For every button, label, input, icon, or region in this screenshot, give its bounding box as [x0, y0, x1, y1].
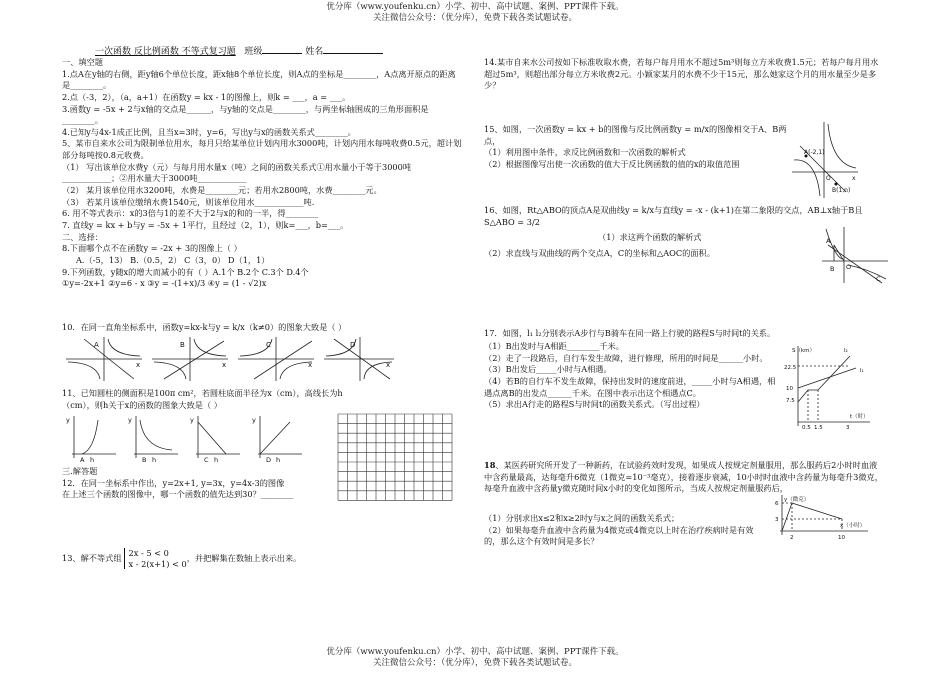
q17-l1-label: l₁: [860, 368, 864, 374]
svg-text:22.5: 22.5: [784, 365, 797, 371]
name-blank[interactable]: [323, 44, 383, 54]
q11-label-b: B: [142, 456, 147, 464]
section-choice: 二、选择：: [62, 231, 103, 242]
q18-y-label: y（微克）: [784, 497, 810, 503]
question-8: 8.下面哪个点不在函数y = -2x + 3的图像上（ ）: [62, 243, 242, 254]
q11-label-a: A: [80, 456, 85, 464]
page-footer: [0, 647, 950, 670]
svg-text:3: 3: [846, 425, 850, 431]
q10-d-x-label: x: [386, 361, 391, 369]
svg-text:6: 6: [775, 501, 779, 507]
q11-label-d: D: [266, 456, 272, 464]
header-line-2: 关注微信公众号：（优分库），免费下载各类试题试卷。: [372, 13, 577, 24]
left-part-3: [62, 466, 332, 501]
q10-b-x-label: x: [222, 361, 227, 369]
question-16-1: （1）求这两个函数的解析式: [598, 232, 702, 242]
q10-label-a: A: [94, 341, 99, 349]
q18-curve: [782, 503, 842, 531]
q15-label-a: A(-2,1): [804, 149, 825, 156]
question-18-1: （1）分别求出x≤2和x≥2时y与x之间的函数关系式；: [484, 513, 680, 523]
q15-hyperbola-1: [794, 160, 820, 196]
question-17: 17．如图，l₁ l₂分别表示A步行与B骑车在同一路上行驶的路程S与时间t的关系。: [484, 328, 776, 338]
q18-number: 18: [484, 460, 496, 470]
question-17-1: （1）B出发时与A相距________千米。: [484, 341, 624, 351]
question-7: 7. 直线y = kx + b与y = -5x + 1平行，且经过（2，1），则k=___，b=___。: [62, 219, 349, 230]
question-5-1: （1） 写出该单位水费y（元）与每月用水量x（吨）之间的函数关系式①用水量小于等于3000吨____________；②用水量大于3000吨____________: [62, 161, 412, 184]
q18-figure: [770, 493, 870, 541]
question-15: 15、如图，一次函数y = kx + b的图像与反比例函数y = m/x的图像相交于A、B两点，: [484, 124, 787, 146]
question-15-block: [484, 124, 789, 171]
question-15-2: （2）根据图像写出使一次函数的值大于反比例函数的值的x的取值范围: [484, 158, 740, 169]
question-8-options: A.（-5，13） B.（0.5，2） C（3，0） D（1，1）: [76, 254, 270, 265]
q17-l2-label: l₂: [844, 348, 848, 354]
question-17-2: （2）走了一段路后，自行车发生故障，进行修理，所用的时间是______小时。: [484, 352, 768, 363]
question-17-3: （3）B出发后_____小时与A相遇。: [484, 364, 612, 375]
q13-text-b: ，并把解集在数轴上表示出来。: [186, 552, 302, 563]
q10-label-d: D: [350, 341, 356, 349]
svg-text:2: 2: [790, 535, 794, 541]
svg-text:1.5: 1.5: [814, 425, 823, 431]
q18-x-label: x（小时）: [840, 523, 866, 529]
q16-figure: [820, 225, 890, 285]
svg-text:3: 3: [775, 517, 779, 523]
q10-b-hyperbola-1: [194, 339, 226, 356]
question-13: [62, 548, 462, 569]
question-5-3: （3） 若某月该单位缴纳水费1540元，则该单位用水____________吨.: [62, 196, 315, 207]
svg-text:O: O: [846, 263, 852, 271]
q18-text: 、某医药研究所开发了一种新药，在试验药效时发现，如果成人按规定剂量服用，那么服药后2小时时血液中含药量最高，达每毫升6微克（1微克=10⁻³毫克），接着逐步衰减，10小时时血液中含药量为每毫升3微克，每毫升血液中含药量y微克随时间x小时的变化如图所示，当成人按规定剂量服药后，: [484, 460, 883, 494]
q10-label-b: B: [180, 341, 185, 349]
section-answer: 三.解答题: [62, 466, 98, 476]
question-4: 4.已知y与4x-1成正比例，且当x=3时，y=6，写出y与x的函数关系式________。: [62, 126, 356, 137]
question-12: 12．在同一坐标系中作出，y=2x+1, y=3x，y=4x-3的图像: [62, 477, 285, 488]
page-header: [0, 2, 950, 25]
q17-s-label: S（km）: [792, 348, 816, 354]
question-6: 6. 用不等式表示：x的3倍与1的差不大于2与x的和的一半，得________: [62, 208, 319, 219]
question-5: 5、某市自来水公司为限制单位用水，每月只给某单位计划内用水3000吨，计划内用水每吨收费0.5元，超计划部分每吨按0.8元收费。: [62, 138, 462, 161]
q17-figure: [784, 342, 874, 432]
q10-a-x-label: x: [136, 361, 141, 369]
q15-label-b: B(1,n): [832, 187, 851, 194]
svg-text:h: h: [90, 456, 95, 464]
q10-label-c: C: [266, 341, 271, 349]
svg-text:O: O: [826, 175, 831, 182]
q10-b-hyperbola-2: [154, 362, 186, 379]
question-18-block: [484, 513, 764, 548]
q13-ineq-2: x - 2(x+1) < 0: [128, 558, 187, 569]
section-fill: 一、填空题: [62, 57, 103, 67]
svg-text:10: 10: [786, 386, 793, 392]
svg-text:10: 10: [838, 535, 845, 541]
left-part-1: [62, 57, 462, 290]
question-16: 16、如图，Rt△ABO的顶点A是双曲线y = k/x与直线y = -x - (k+1)在第二象限的交点，AB⊥x轴于B且S△ABO = 3/2: [484, 205, 863, 227]
question-17-block: [484, 341, 780, 411]
q10-c-x-label: x: [308, 361, 313, 369]
q11-label-c: C: [204, 456, 209, 464]
q11-c-line: [198, 422, 226, 454]
q13-ineq-1: 2x - 5 < 0: [128, 548, 169, 558]
footer-line-2: 关注微信公众号：（优分库），免费下载各类试题试卷。: [372, 658, 577, 669]
svg-text:x: x: [852, 175, 856, 182]
question-12b: 在上述三个函数的图像中，哪一个函数的值先达到30？________: [62, 489, 294, 500]
header-line-1: 优分库（www.youfenku.cn）小学、初中、高中试题、案例、PPT课件下载。: [326, 2, 624, 12]
q17-line-a: [798, 368, 856, 388]
question-2: 2.点（-3，2），（a，a+1）在函数y = kx - 1的图像上，则k = ___，a = ___。: [62, 91, 351, 102]
question-17-5: （5）求出A行走的路程S与时间t的函数关系式。（写出过程）: [484, 399, 705, 410]
svg-text:h: h: [152, 456, 157, 464]
q16-line: [828, 245, 882, 283]
q17-t-label: t（时）: [850, 414, 869, 420]
question-14: 14.某市自来水公司按如下标准收取水费，若每户每月用水不超过5m³则每立方米收费1.5元；若每户每月用水超过5m³，则超出部分每立方米收费2元。小颖家某月的水费不少于15元，那么她家这个月的用水量至少是多少？: [484, 57, 879, 91]
q16-label-a: A: [826, 237, 831, 245]
q11-a-curve: [82, 420, 98, 454]
svg-text:y: y: [66, 416, 70, 424]
q13-text-a: 13、解不等式组: [62, 552, 122, 563]
svg-text:0.5: 0.5: [802, 425, 811, 431]
title-main: 一次函数 反比例函数 不等式复习题: [95, 47, 236, 57]
question-15-1: （1）利用图中条件，求反比例函数和一次函数的解析式: [484, 147, 686, 158]
q10-graphs: [64, 335, 394, 383]
svg-text:y: y: [252, 416, 256, 424]
name-label: 姓名: [305, 47, 324, 57]
svg-text:h: h: [276, 456, 281, 464]
q10-a-hyperbola-1: [108, 339, 140, 356]
question-18: [484, 460, 884, 495]
question-17-4: （4）若B的自行车不发生故障，保持出发时的速度前进，_____小时与A相遇，相遇点离B的出发点______千米。在图中表示出这个相遇点C。: [484, 375, 776, 398]
q10-c-line: [254, 341, 312, 379]
q12-grid[interactable]: [336, 412, 454, 502]
q11-d-line: [260, 422, 290, 454]
question-1: 1.点A在y轴的右侧，距y轴6个单位长度，距x轴8个单位长度，则A点的坐标是________，A点离开原点的距离是________。: [62, 68, 456, 91]
question-3: 3.函数y = -5x + 2与x轴的交点是______，与y轴的交点是________，与两坐标轴围成的三角形面积是________。: [62, 103, 429, 126]
question-9: 9.下列函数，y随x的增大而减小的有（ ）A.1个 B.2个 C.3个 D.4个: [62, 266, 309, 277]
q10-a-hyperbola-2: [68, 362, 100, 379]
class-blank[interactable]: [262, 44, 302, 54]
question-18-2: （2）如果每毫升血液中含药量为4微克或4微克以上时在治疗疾病时是有效的，那么这个有效时间是多长？: [484, 524, 754, 547]
footer-line-1: 优分库（www.youfenku.cn）小学、初中、高中试题、案例、PPT课件下载。: [326, 647, 624, 657]
q10-b-line: [164, 341, 227, 379]
svg-text:y: y: [190, 416, 194, 424]
q15-figure: [790, 120, 860, 200]
q16-label-b: B: [830, 265, 835, 273]
svg-text:h: h: [214, 456, 219, 464]
question-9-options: ①y=-2x+1 ②y=6 - x ③y = -(1+x)/3 ④y = (1 - √2)x: [62, 278, 267, 289]
q11-graphs: [64, 414, 314, 464]
question-16-2: （2）求直线与双曲线的两个交点A，C的坐标和△AOC的面积。: [484, 248, 715, 258]
question-11: 11、已知圆柱的侧面积是100π cm²，若圆柱底面半径为x（cm），高线长为h（cm），则h关于x的函数的图象大致是（ ）: [62, 388, 343, 410]
class-label: 班级: [244, 47, 263, 57]
svg-text:y: y: [128, 416, 132, 424]
q15-hyperbola-2: [828, 124, 856, 168]
question-5-2: （2） 某月该单位用水3200吨，水费是________元；若用水2800吨，水费________元。: [62, 185, 382, 196]
q11-b-curve: [140, 420, 172, 450]
q16-label-c: C: [876, 275, 881, 283]
svg-text:7.5: 7.5: [786, 398, 795, 404]
question-10: 10．在同一直角坐标系中，函数y=kx-k与y = k/x（k≠0）的图象大致是（ ）: [62, 322, 347, 332]
q13-system: [124, 548, 187, 569]
